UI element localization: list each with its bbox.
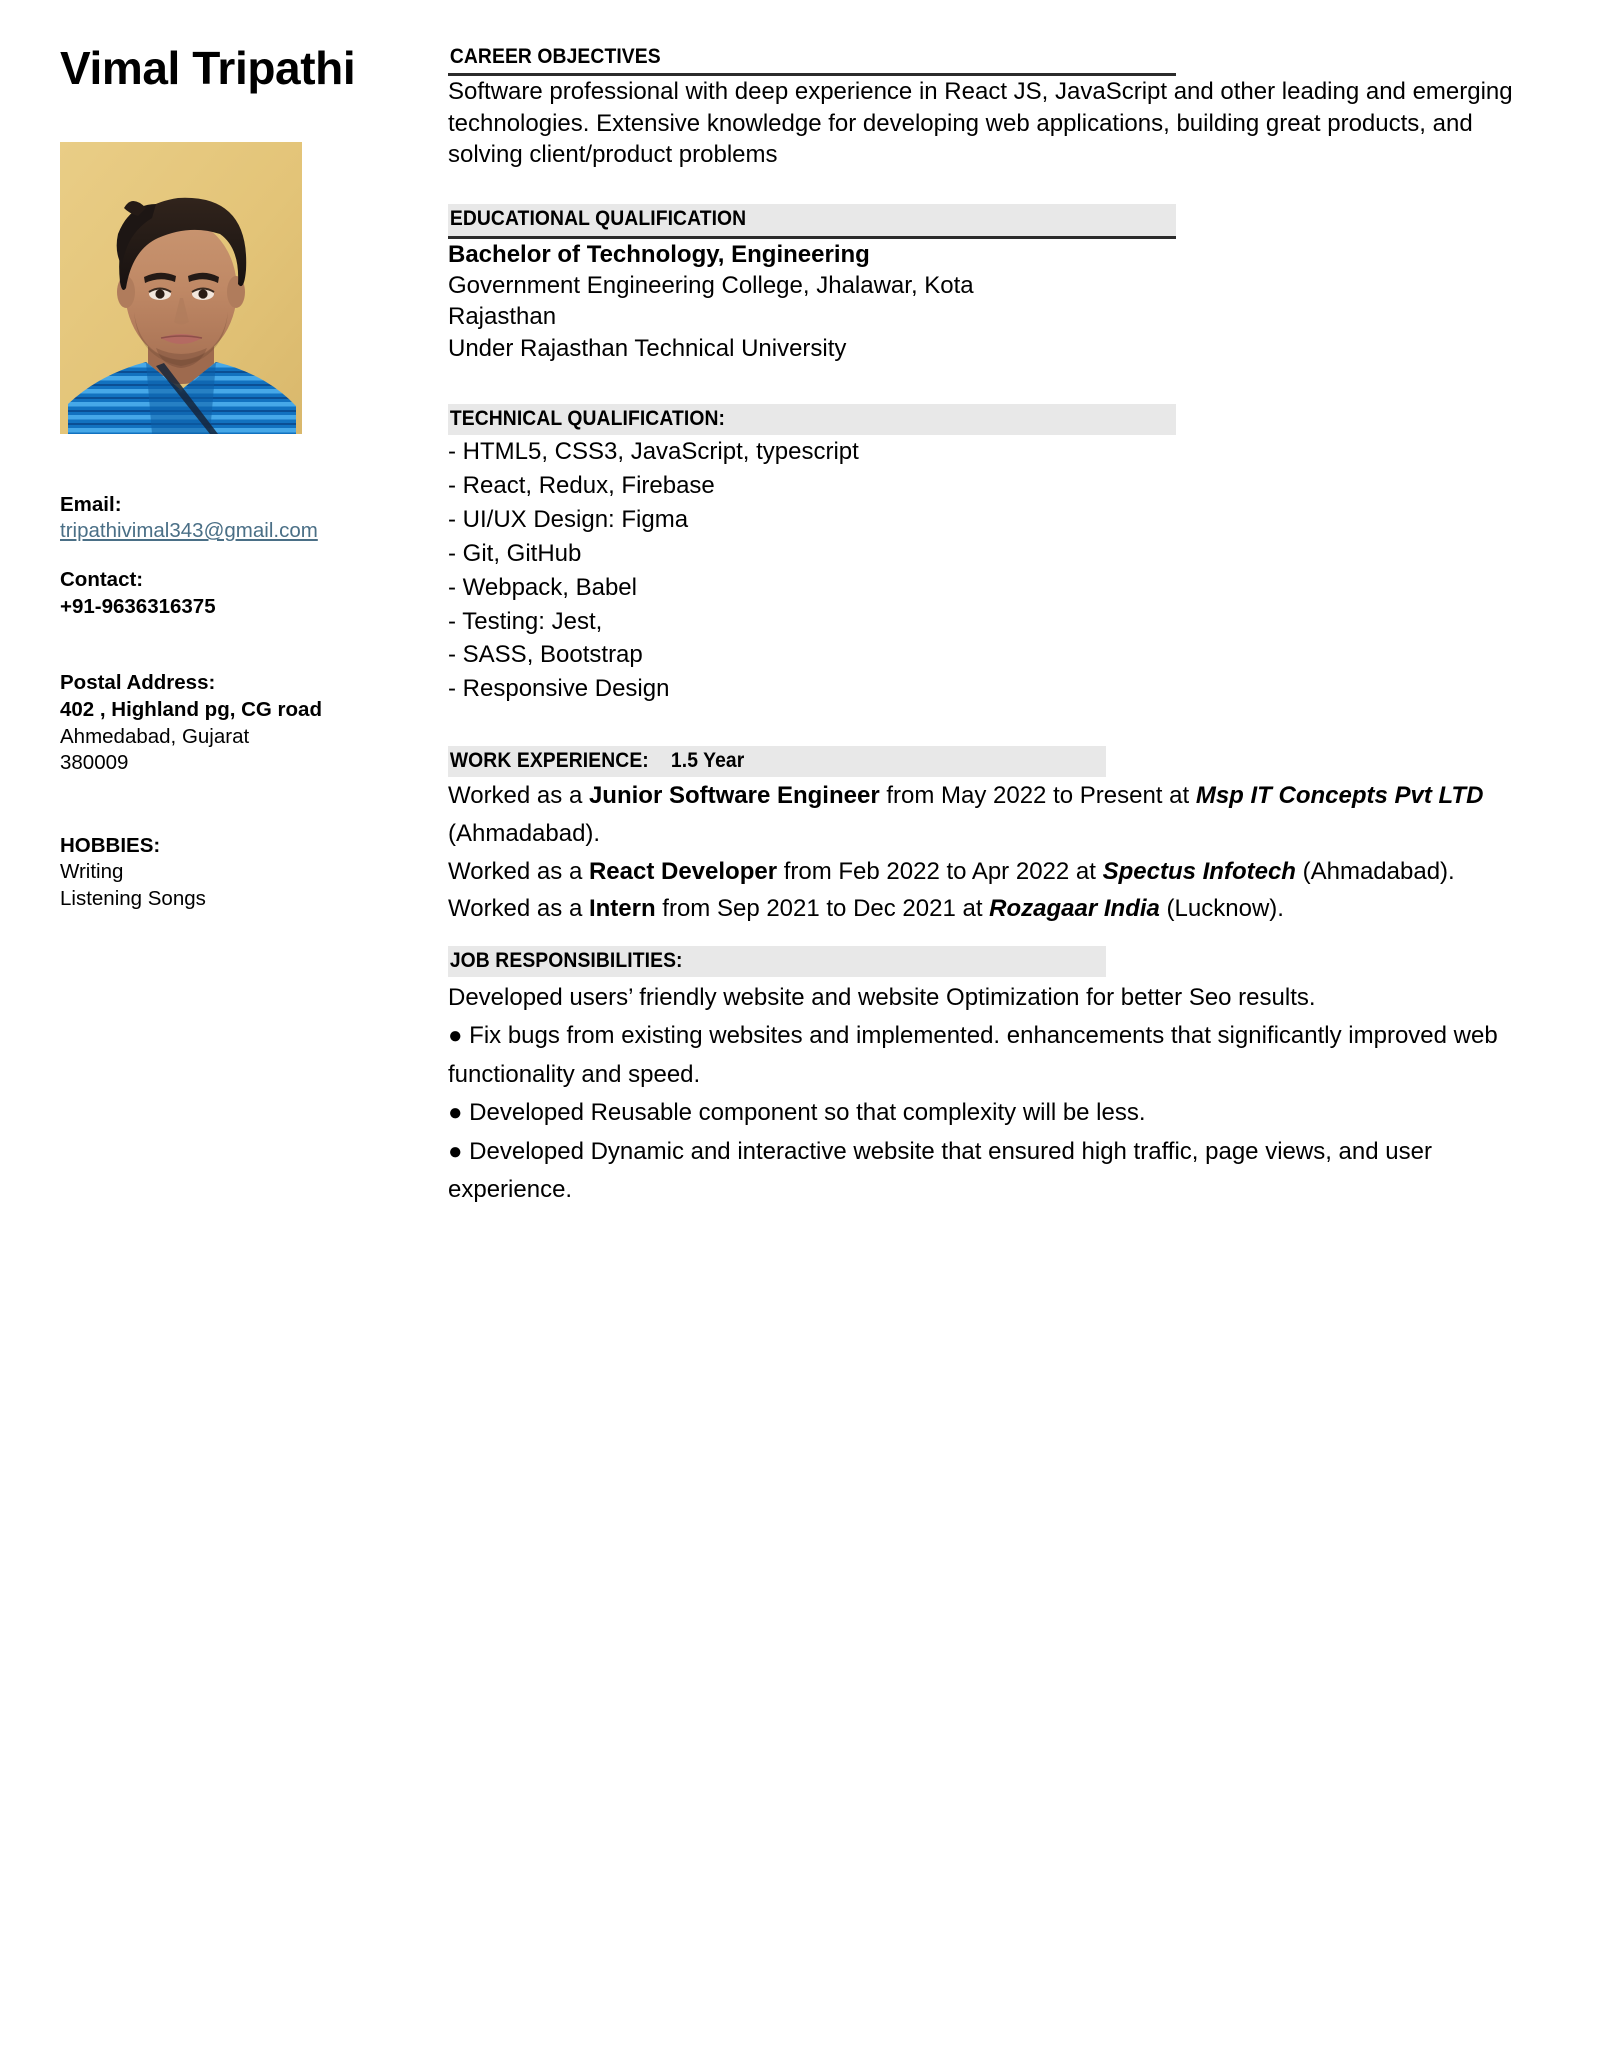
work-entry bbox=[448, 853, 1538, 891]
page-title: Vimal Tripathi bbox=[60, 42, 356, 94]
list-item: - Webpack, Babel bbox=[448, 573, 637, 601]
address-label: Postal Address: bbox=[60, 671, 216, 695]
portrait-photo-icon bbox=[60, 142, 302, 434]
work-role: Junior Software Engineer bbox=[588, 782, 880, 810]
section-header-work bbox=[448, 746, 1106, 777]
email-link[interactable]: tripathivimal343@gmail.com bbox=[60, 519, 318, 543]
responsibility-intro: Developed users’ friendly website and website Optimization for better Seo results. bbox=[448, 984, 1316, 1012]
contact-block bbox=[60, 492, 440, 913]
list-item: - HTML5, CSS3, JavaScript, typescript bbox=[448, 438, 859, 466]
work-pre: Worked as a bbox=[448, 857, 589, 885]
work-pre: Worked as a bbox=[448, 782, 589, 810]
work-entry bbox=[448, 777, 1538, 852]
left-sidebar bbox=[60, 0, 440, 913]
address-line-1: 402 , Highland pg, CG road bbox=[60, 697, 322, 721]
work-entry bbox=[448, 890, 1538, 928]
spacer bbox=[60, 620, 440, 670]
responsibilities-heading: JOB RESPONSIBILITIES: bbox=[449, 948, 683, 972]
technical-heading: TECHNICAL QUALIFICATION: bbox=[449, 407, 726, 431]
work-post: (Ahmadabad). bbox=[1295, 857, 1455, 885]
list-item: - React, Redux, Firebase bbox=[448, 472, 715, 500]
work-role: Intern bbox=[588, 895, 656, 923]
work-heading bbox=[448, 746, 1053, 777]
list-item: - Git, GitHub bbox=[448, 539, 582, 567]
education-heading: EDUCATIONAL QUALIFICATION bbox=[449, 207, 747, 231]
technical-skill-list bbox=[448, 435, 1538, 706]
address-line-3: 380009 bbox=[60, 751, 129, 775]
work-mid: from Sep 2021 to Dec 2021 at bbox=[655, 895, 990, 923]
education-university: Under Rajasthan Technical University bbox=[448, 334, 847, 362]
list-item: - SASS, Bootstrap bbox=[448, 641, 643, 669]
section-header-career bbox=[448, 42, 1176, 76]
work-role: React Developer bbox=[588, 857, 778, 885]
list-item: - UI/UX Design: Figma bbox=[448, 506, 689, 534]
section-header-responsibilities bbox=[448, 946, 1106, 977]
phone-value: +91-9636316375 bbox=[60, 594, 216, 618]
responsibility-text: Developed Reusable component so that complexity will be less. bbox=[469, 1099, 1146, 1127]
responsibility-bullet bbox=[448, 1094, 1538, 1132]
spacer bbox=[60, 777, 440, 833]
list-item: - Testing: Jest, bbox=[448, 607, 603, 635]
work-mid: from May 2022 to Present at bbox=[879, 782, 1196, 810]
section-header-education bbox=[448, 204, 1176, 238]
work-post: (Lucknow). bbox=[1159, 895, 1284, 923]
work-company: Rozagaar India bbox=[989, 895, 1160, 923]
email-label: Email: bbox=[60, 492, 122, 516]
bullet-icon: ● bbox=[448, 1099, 463, 1127]
responsibility-text: Fix bugs from existing websites and implemented. enhancements that significantly improved web functionality and speed. bbox=[448, 1022, 1498, 1088]
career-heading: CAREER OBJECTIVES bbox=[449, 45, 661, 68]
list-item: - Responsive Design bbox=[448, 675, 670, 703]
education-college: Government Engineering College, Jhalawar, Kota bbox=[448, 272, 974, 300]
work-company: Msp IT Concepts Pvt LTD bbox=[1195, 782, 1484, 810]
bullet-icon: ● bbox=[448, 1137, 463, 1165]
responsibility-bullet bbox=[448, 1017, 1538, 1094]
education-state: Rajasthan bbox=[448, 303, 557, 331]
work-heading-duration: 1.5 Year bbox=[670, 749, 745, 773]
career-body: Software professional with deep experience in React JS, JavaScript and other leading and emerging technologies. Extensive knowledge for developing web applications, building great products, and solving client/product problems bbox=[448, 78, 1513, 169]
work-pre: Worked as a bbox=[448, 895, 589, 923]
avatar bbox=[60, 142, 302, 434]
work-heading-label: WORK EXPERIENCE: bbox=[449, 749, 649, 773]
section-header-technical bbox=[448, 404, 1176, 435]
spacer bbox=[60, 545, 440, 567]
hobby-item: Writing bbox=[60, 860, 124, 884]
work-company: Spectus Infotech bbox=[1102, 857, 1296, 885]
bullet-icon: ● bbox=[448, 1022, 463, 1050]
responsibility-text: Developed Dynamic and interactive website that ensured high traffic, page views, and user experience. bbox=[448, 1137, 1432, 1204]
work-mid: from Feb 2022 to Apr 2022 at bbox=[777, 857, 1103, 885]
hobby-item: Listening Songs bbox=[60, 887, 206, 911]
address-line-2: Ahmedabad, Gujarat bbox=[60, 724, 250, 748]
work-post: (Ahmadabad). bbox=[448, 819, 601, 847]
education-degree: Bachelor of Technology, Engineering bbox=[448, 240, 870, 268]
responsibility-bullet bbox=[448, 1133, 1538, 1210]
hobbies-label: HOBBIES: bbox=[60, 833, 161, 857]
main-content bbox=[448, 42, 1538, 1209]
contact-label: Contact: bbox=[60, 567, 144, 591]
